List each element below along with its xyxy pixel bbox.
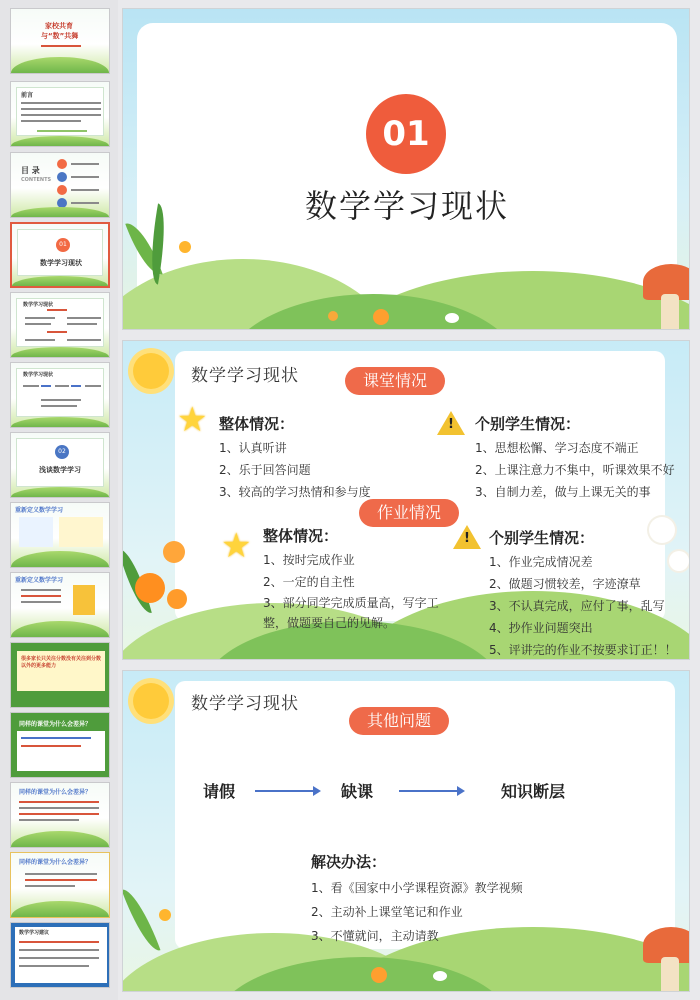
classroom-pill: 课堂情况 (345, 367, 445, 395)
list-item: 1、看《国家中小学课程资源》教学视频 (311, 881, 523, 895)
thumb-title: 前言 (21, 92, 34, 99)
list-item: 2、上课注意力不集中，听课效果不好 (475, 463, 675, 477)
arrow-right-icon (255, 790, 319, 792)
star-icon: ★ (221, 526, 252, 566)
homework-pill: 作业情况 (359, 499, 459, 527)
slide-current-status[interactable] (122, 340, 690, 660)
slide-heading: 数学学习现状 (191, 694, 299, 714)
slide-thumbnail-7[interactable] (10, 432, 110, 498)
warning-icon: ! (453, 525, 481, 549)
thumb-number: 01 (56, 238, 70, 252)
slide-other-issues[interactable] (122, 670, 690, 992)
slide-thumbnail-10[interactable] (10, 642, 110, 708)
arrow-right-icon (399, 790, 463, 792)
list-item: 1、按时完成作业 (263, 553, 355, 567)
thumb-title: 数学学习现状 (23, 372, 54, 378)
thumb-title: 与“数”共舞 (41, 32, 79, 40)
list-item: 3、自制力差，做与上课无关的事 (475, 485, 651, 499)
thumb-title: 同样的课堂为什么会差异？ (19, 789, 92, 796)
slide-thumbnail-2[interactable] (10, 81, 110, 147)
list-item: 1、作业完成情况差 (489, 555, 593, 569)
slide-thumbnail-14[interactable] (10, 922, 110, 988)
flow-step-leave: 请假 (203, 782, 236, 801)
list-item: 2、乐于回答问题 (219, 463, 311, 477)
flow-step-knowledge-gap: 知识断层 (501, 782, 566, 801)
list-item: 5、评讲完的作业不按要求订正！！ (489, 643, 677, 657)
list-item: 3、不懂就问，主动请教 (311, 929, 439, 943)
list-item: 2、做题习惯较差，字迹潦草 (489, 577, 641, 591)
thumb-title: 数学学习现状 (23, 302, 54, 308)
thumb-title: 数学学习建议 (19, 930, 50, 936)
thumb-title: 目 录 (21, 166, 40, 175)
star-icon: ★ (177, 400, 208, 440)
thumb-title: 很多家长只关注分数没有关注到分数以外的更多能力 (21, 656, 102, 669)
solution-title: 解决办法： (311, 853, 387, 871)
warning-icon: ! (437, 411, 465, 435)
slide-thumbnail-9[interactable] (10, 572, 110, 638)
slide-section-title[interactable] (122, 8, 690, 330)
flow-step-absence: 缺课 (341, 782, 374, 801)
thumb-title: 同样的课堂为什么会差异？ (19, 721, 92, 728)
list-item: 3、不认真完成，应付了事，乱写 (489, 599, 665, 613)
thumb-title: 家校共育 (45, 22, 73, 30)
flower-icon (135, 573, 165, 603)
sun-icon (133, 683, 169, 719)
thumb-title: 数学学习现状 (40, 259, 82, 267)
classroom-individual-title: 个别学生情况： (475, 415, 581, 433)
slide-thumbnail-8[interactable] (10, 502, 110, 568)
list-item: 3、较高的学习热情和参与度 (219, 485, 371, 499)
list-item: 3、部分同学完成质量高，写字工整，做题要自己的见解。 (263, 596, 439, 630)
thumb-subtitle: CONTENTS (21, 177, 52, 183)
slide-thumbnail-1[interactable] (10, 8, 110, 74)
slide-heading: 数学学习现状 (191, 366, 299, 386)
thumb-title: 浅谈数学学习 (39, 466, 81, 474)
slide-thumbnail-5[interactable] (10, 292, 110, 358)
list-item: 1、认真听讲 (219, 441, 287, 455)
list-item: 4、抄作业问题突出 (489, 621, 593, 635)
thumb-title: 重新定义数学学习 (15, 507, 64, 514)
list-item: 2、主动补上课堂笔记和作业 (311, 905, 463, 919)
thumb-number: 02 (55, 445, 69, 459)
homework-individual-title: 个别学生情况： (489, 529, 595, 547)
section-title: 数学学习现状 (304, 187, 509, 225)
section-number: 01 (366, 94, 446, 174)
homework-overall-title: 整体情况： (263, 527, 339, 545)
sun-icon (133, 353, 169, 389)
slide-thumbnail-13[interactable] (10, 852, 110, 918)
classroom-overall-title: 整体情况： (219, 415, 295, 433)
slide-thumbnail-12[interactable] (10, 782, 110, 848)
thumb-title: 同样的课堂为什么会差异？ (19, 859, 92, 866)
slide-thumbnail-11[interactable] (10, 712, 110, 778)
slide-thumbnail-panel (0, 0, 118, 1000)
slide-thumbnail-4[interactable] (10, 222, 110, 288)
list-item: 2、一定的自主性 (263, 575, 355, 589)
thumb-title: 重新定义数学学习 (15, 577, 64, 584)
slide-thumbnail-3[interactable] (10, 152, 110, 218)
other-issues-pill: 其他问题 (349, 707, 449, 735)
slide-thumbnail-6[interactable] (10, 362, 110, 428)
list-item: 1、思想松懈、学习态度不端正 (475, 441, 639, 455)
